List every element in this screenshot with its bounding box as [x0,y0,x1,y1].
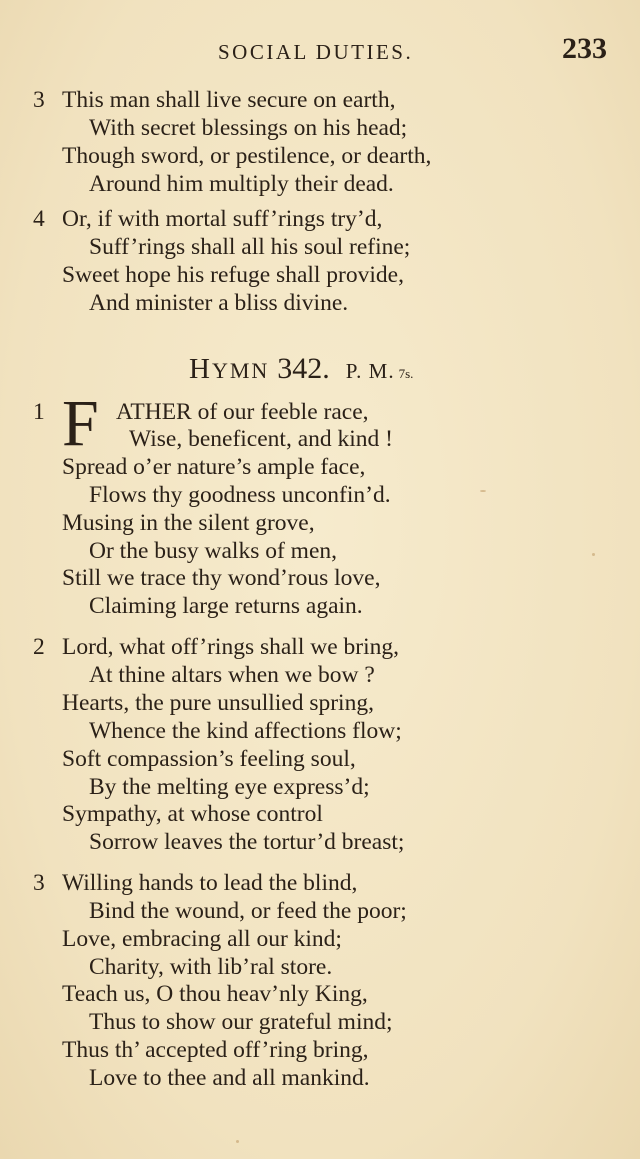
verse-line: By the melting eye express’d; [89,774,370,800]
verse-line: Or, if with mortal suff’rings try’d, [62,206,383,232]
hymn-label-rest: YMN [211,358,270,383]
verse-line: Whence the kind affections flow; [89,718,402,744]
stanza-number: 3 [33,870,45,896]
verse-line: At thine altars when we bow ? [89,662,375,688]
verse-line: Wise, beneficent, and kind ! [129,426,393,452]
verse-line: Claiming large returns again. [89,593,363,619]
verse-line: Charity, with lib’ral store. [89,954,333,980]
verse-line: Though sword, or pestilence, or dearth, [62,143,432,169]
drop-cap: F [62,387,99,460]
hymn-meter: P. M. [345,359,395,383]
verse-line: Love to thee and all mankind. [89,1065,370,1091]
stanza-number: 2 [33,634,45,660]
verse-line: Sympathy, at whose control [62,801,323,827]
verse-line: Sorrow leaves the tortur’d breast; [89,829,405,855]
hymn-number: 342. [277,352,330,385]
verse-line: Suff’rings shall all his soul refine; [89,234,411,260]
verse-line: This man shall live secure on earth, [62,87,396,113]
verse-line: Thus to show our grateful mind; [89,1009,393,1035]
stanza-number: 1 [33,399,45,425]
verse-line: Spread o’er nature’s ample face, [62,454,366,480]
verse-line: Flows thy goodness unconfin’d. [89,482,391,508]
verse-line: Willing hands to lead the blind, [62,870,358,896]
paper-speck [480,490,486,492]
paper-speck [236,1140,239,1143]
stanza-number: 4 [33,206,45,232]
verse-line: And minister a bliss divine. [89,290,349,316]
stanza-number: 3 [33,87,45,113]
paper-speck [592,553,595,556]
verse-line: ATHER of our feeble race, [116,399,369,425]
hymn-meter-sub: 7s. [398,366,414,381]
hymn-label [189,353,270,385]
hymn-label-initial: H [189,353,212,385]
verse-line: Or the busy walks of men, [89,538,338,564]
running-title: SOCIAL DUTIES. [218,40,414,64]
page-number: 233 [562,32,607,65]
verse-line: Hearts, the pure unsullied spring, [62,690,374,716]
verse-line: Bind the wound, or feed the poor; [89,898,407,924]
verse-line: Lord, what off’rings shall we bring, [62,634,399,660]
verse-line: Musing in the silent grove, [62,510,315,536]
hymn-heading [189,352,413,386]
verse-line: Sweet hope his refuge shall provide, [62,262,404,288]
verse-line: With secret blessings on his head; [89,115,408,141]
verse-line: Thus th’ accepted off’ring bring, [62,1037,369,1063]
verse-line: Love, embracing all our kind; [62,926,342,952]
verse-line: Soft compassion’s feeling soul, [62,746,356,772]
verse-line: Teach us, O thou heav’nly King, [62,981,368,1007]
verse-line: Still we trace thy wond’rous love, [62,565,381,591]
verse-line: Around him multiply their dead. [89,171,394,197]
